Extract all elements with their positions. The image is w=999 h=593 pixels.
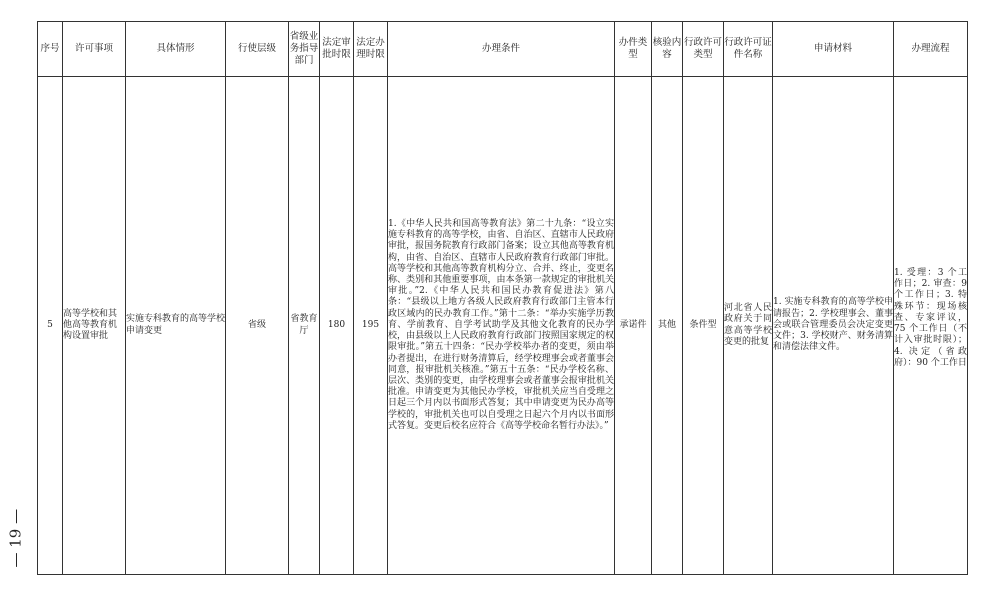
header-case-type: 办件类型 <box>615 22 652 77</box>
cell-dept: 省教育厅 <box>289 77 320 575</box>
page-number: — 19 — <box>6 508 25 568</box>
cell-flow <box>894 77 968 575</box>
header-check: 核验内容 <box>652 22 683 77</box>
cell-permit-type: 条件型 <box>683 77 724 575</box>
header-materials: 申请材料 <box>773 22 894 77</box>
header-flow: 办理流程 <box>894 22 968 77</box>
header-situation: 具体情形 <box>126 22 226 77</box>
cell-legal-limit: 180 <box>320 77 354 575</box>
header-item: 许可事项 <box>63 22 126 77</box>
cell-seq: 5 <box>38 77 63 575</box>
header-level: 行使层级 <box>226 22 289 77</box>
header-row <box>38 22 968 77</box>
cell-check: 其他 <box>652 77 683 575</box>
table-row <box>38 77 968 575</box>
cell-materials: 1. 实施专科教育的高等学校申请报告；2. 学校理事会、董事会或联合管理委员会决定变更文件；3. 学校财产、财务清算和清偿法律文件。 <box>773 77 894 575</box>
cell-situation: 实施专科教育的高等学校申请变更 <box>126 77 226 575</box>
header-dept: 省级业务指导部门 <box>289 22 320 77</box>
cell-process-limit: 195 <box>354 77 388 575</box>
header-seq: 序号 <box>38 22 63 77</box>
header-legal-limit: 法定审批时限 <box>320 22 354 77</box>
header-cert-name: 行政许可证件名称 <box>724 22 773 77</box>
approval-table <box>37 21 968 575</box>
header-conditions: 办理条件 <box>388 22 615 77</box>
cell-item: 高等学校和其他高等教育机构设置审批 <box>63 77 126 575</box>
header-process-limit: 法定办理时限 <box>354 22 388 77</box>
cell-case-type: 承诺件 <box>615 77 652 575</box>
cell-level: 省级 <box>226 77 289 575</box>
cell-cert-name: 河北省人民政府关于同意高等学校变更的批复 <box>724 77 773 575</box>
flow-text: 1. 受理：3 个工作日；2. 审查：9 个工作日；3. 特殊环节：现场核查、专家评议，75 个工作日（不计入审批时限）；4. 决定（省政府）：90 个工作日 <box>894 268 967 368</box>
cell-conditions: 1.《中华人民共和国高等教育法》第二十九条：“设立实施专科教育的高等学校，由省、自治区、直辖市人民政府审批，报国务院教育行政部门备案；设立其他高等教育机构，由省、自治区、直辖市人民政府教育行政部门审批。高等学校和其他高等教育机构分立、合并、终止，变更名称、类别和其他重要事项，由本条第一款规定的审批机关审批。”2.《中华人民共和国民办教育促进法》第八条：“县级以上地方各级人民政府教育行政部门主管本行政区域内的民办教育工作。”第十二条：“举办实施学历教育、学前教育、自学考试助学及其他文化教育的民办学校，由县级以上人民政府教育行政部门按照国家规定的权限审批。”第五十四条：“民办学校举办者的变更，须由举办者提出，在进行财务清算后，经学校理事会或者董事会同意，报审批机关核准。”第五十五条：“民办学校名称、层次、类别的变更，由学校理事会或者董事会报审批机关批准。申请变更为其他民办学校，审批机关应当自受理之日起三个月内以书面形式答复；其中申请变更为民办高等学校的，审批机关也可以自受理之日起六个月内以书面形式答复。变更后校名应符合《高等学校命名暂行办法》。” <box>388 77 615 575</box>
header-permit-type: 行政许可类型 <box>683 22 724 77</box>
